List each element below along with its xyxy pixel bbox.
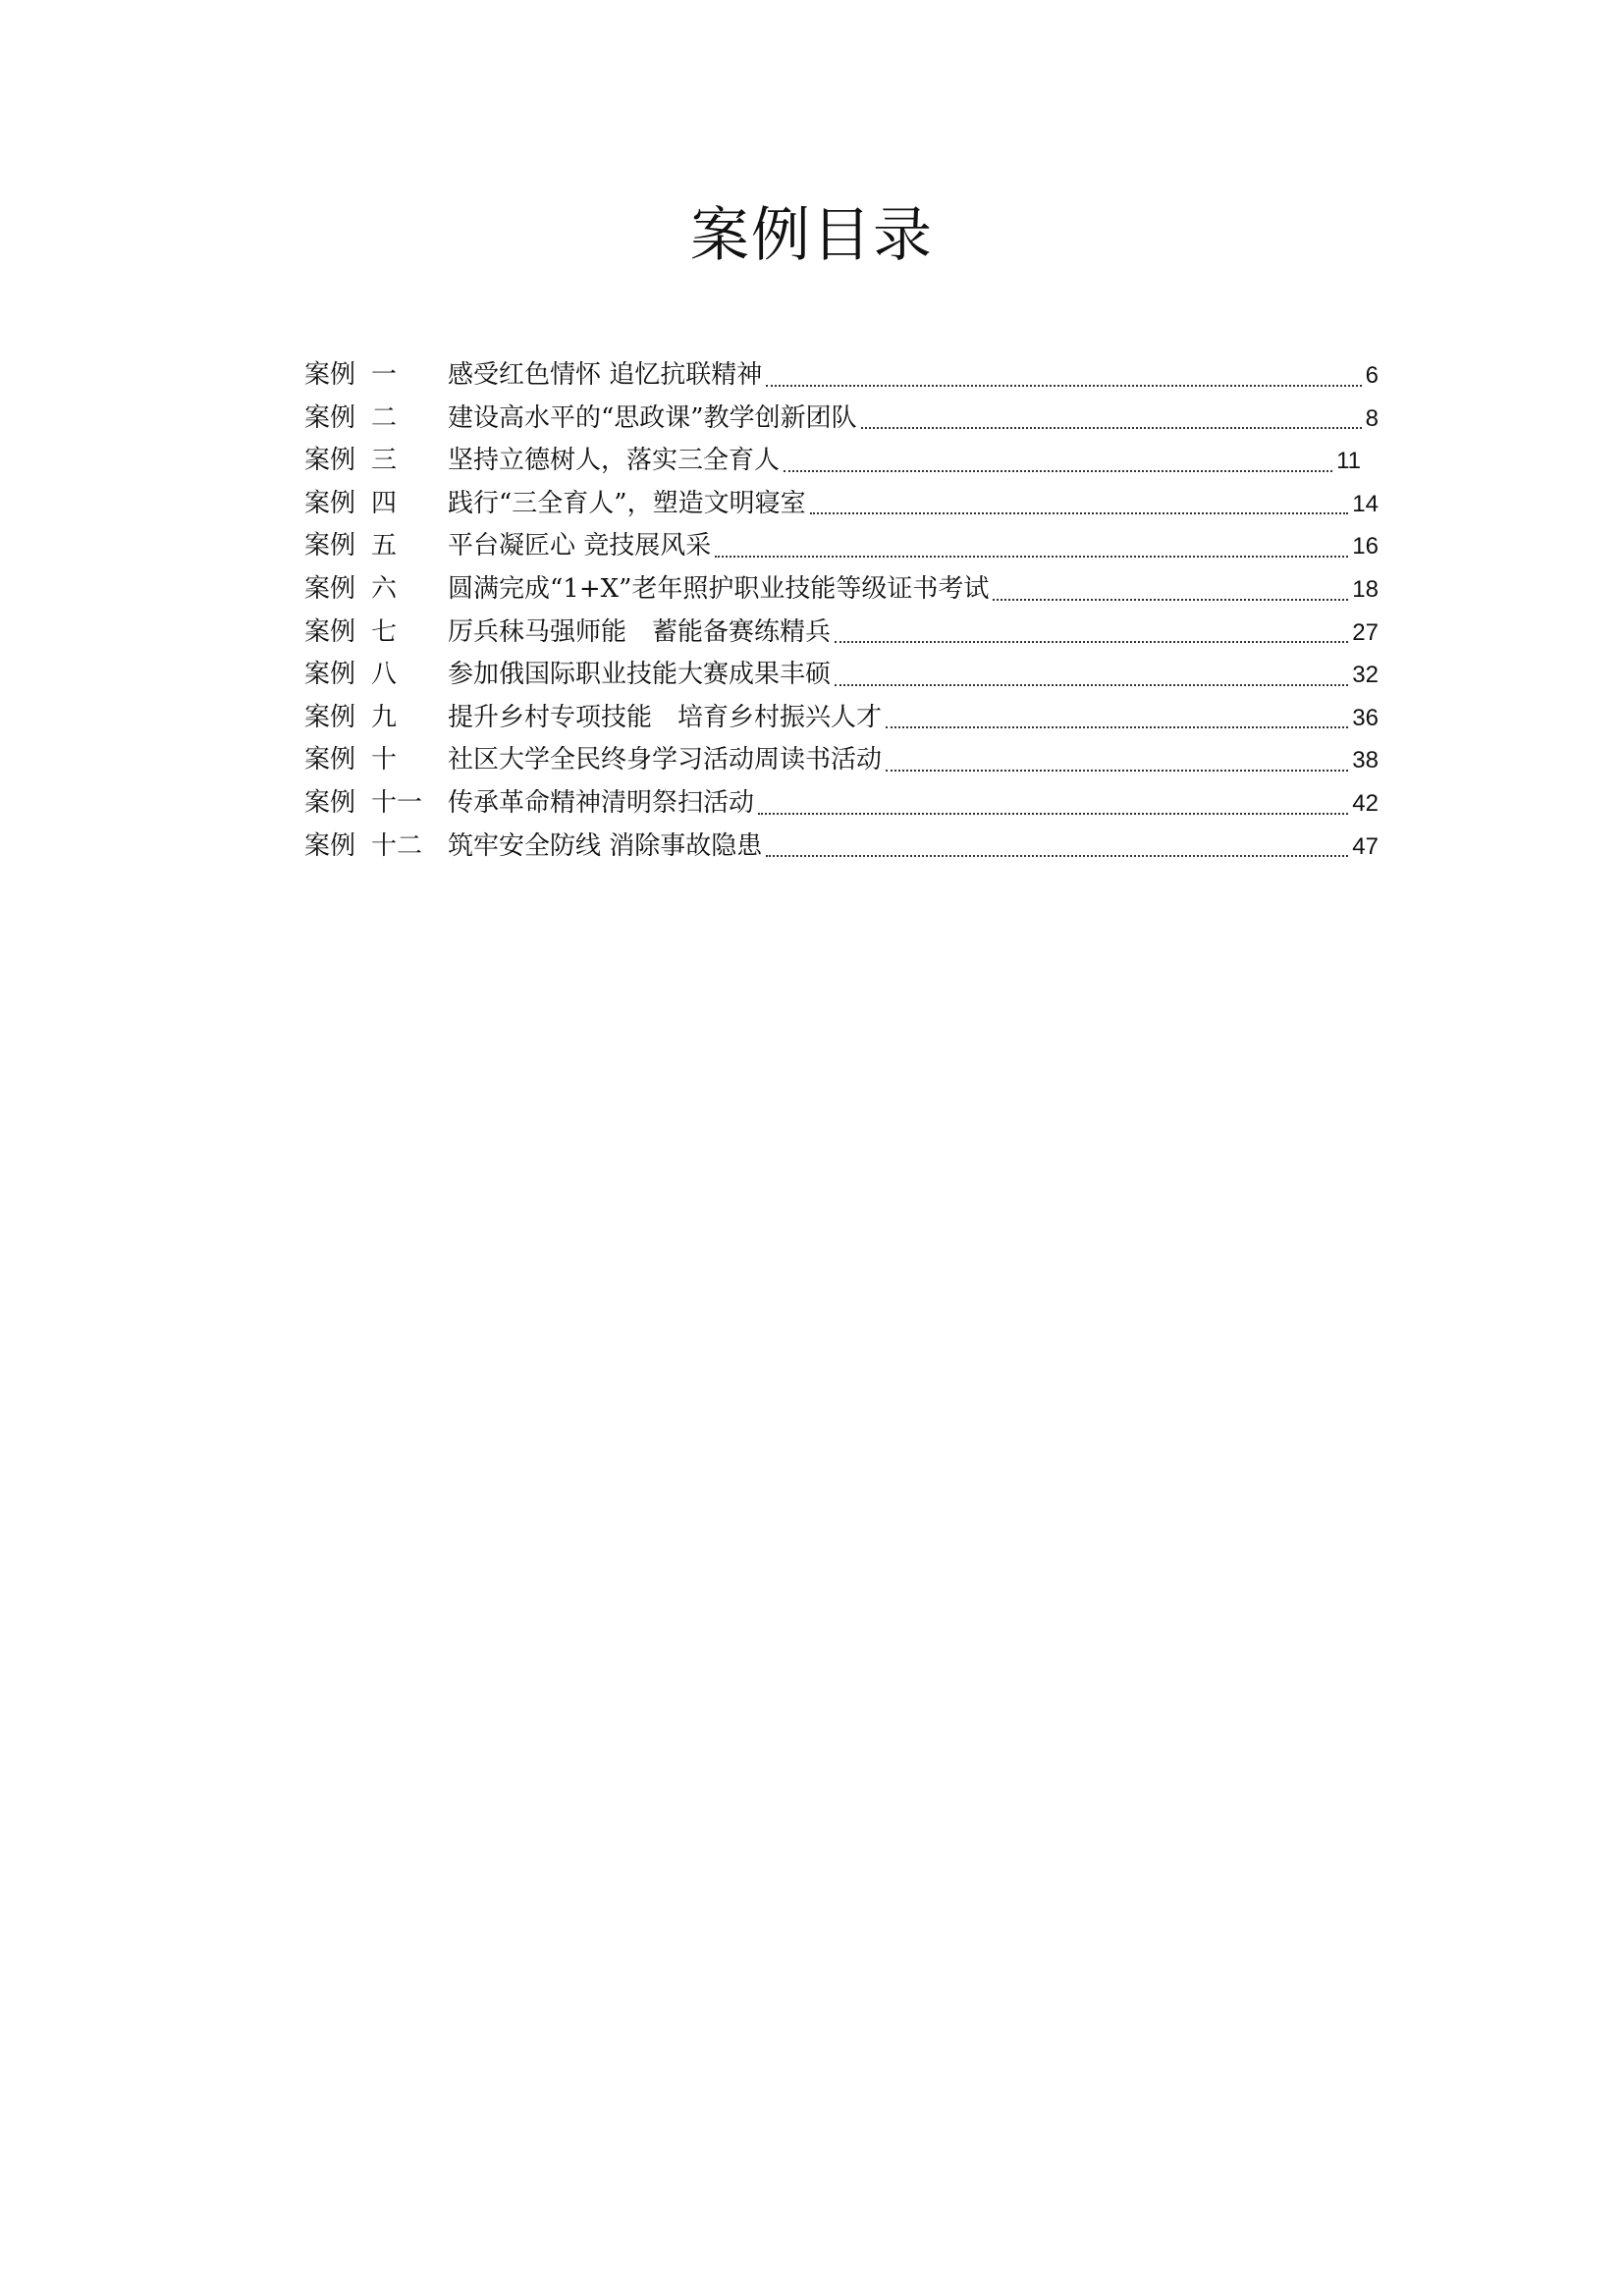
toc-entry[interactable] bbox=[304, 739, 1379, 782]
dot-leader bbox=[766, 826, 1348, 869]
toc-case-number: 一 bbox=[371, 360, 398, 390]
toc-entry-line bbox=[448, 697, 1379, 740]
toc-entry-title: 筑牢安全防线 消除事故隐患 bbox=[448, 830, 763, 861]
toc-page-number: 8 bbox=[1365, 404, 1379, 432]
page-title: 案例目录 bbox=[690, 201, 934, 270]
toc-entry-title: 提升乡村专项技能 培育乡村振兴人才 bbox=[448, 702, 883, 732]
toc-case-number: 二 bbox=[371, 402, 398, 433]
toc-entry[interactable] bbox=[304, 398, 1379, 441]
toc-case-label: 案例 bbox=[304, 787, 356, 818]
dot-leader bbox=[758, 782, 1348, 826]
toc-page-number: 6 bbox=[1365, 362, 1379, 389]
toc-case-label: 案例 bbox=[304, 446, 356, 476]
toc-entry-line bbox=[448, 739, 1379, 782]
toc-page-number: 16 bbox=[1352, 533, 1379, 561]
toc-entry-title: 平台凝匠心 竞技展风采 bbox=[448, 531, 712, 561]
toc-page-number: 47 bbox=[1352, 832, 1379, 860]
dot-leader bbox=[886, 739, 1348, 782]
toc-case-number: 五 bbox=[371, 531, 398, 561]
toc-entry-title: 感受红色情怀 追忆抗联精神 bbox=[448, 360, 763, 390]
toc-case-label: 案例 bbox=[304, 488, 356, 518]
toc-entry-line bbox=[448, 568, 1379, 612]
toc-case-label: 案例 bbox=[304, 402, 356, 433]
toc-page-number: 42 bbox=[1352, 789, 1379, 817]
toc-case-number: 十 bbox=[371, 745, 398, 775]
toc-case-label: 案例 bbox=[304, 660, 356, 690]
table-of-contents bbox=[304, 354, 1384, 868]
toc-entry-line bbox=[448, 782, 1379, 826]
toc-entry[interactable] bbox=[304, 782, 1379, 826]
toc-case-label: 案例 bbox=[304, 573, 356, 604]
toc-entry[interactable] bbox=[304, 440, 1379, 483]
toc-case-number: 十一 bbox=[371, 787, 423, 818]
toc-case-label: 案例 bbox=[304, 360, 356, 390]
toc-entry-line bbox=[448, 654, 1379, 697]
toc-entry[interactable] bbox=[304, 568, 1379, 612]
toc-entry[interactable] bbox=[304, 612, 1379, 655]
toc-entry-title: 社区大学全民终身学习活动周读书活动 bbox=[448, 745, 883, 775]
toc-page-number: 27 bbox=[1352, 618, 1379, 646]
toc-entry[interactable] bbox=[304, 697, 1379, 740]
toc-entry-line bbox=[448, 354, 1379, 398]
dot-leader bbox=[715, 525, 1348, 568]
dot-leader bbox=[784, 440, 1332, 483]
dot-leader bbox=[766, 354, 1361, 398]
toc-entry[interactable] bbox=[304, 826, 1379, 869]
toc-entry-title: 践行“三全育人”，塑造文明寝室 bbox=[448, 488, 806, 518]
dot-leader bbox=[861, 398, 1362, 441]
dot-leader bbox=[835, 612, 1348, 655]
toc-entry-title: 建设高水平的“思政课”教学创新团队 bbox=[448, 402, 857, 433]
toc-case-number: 八 bbox=[371, 660, 398, 690]
toc-case-number: 六 bbox=[371, 573, 398, 604]
toc-entry-line bbox=[448, 398, 1379, 441]
toc-entry-line bbox=[448, 525, 1379, 568]
toc-entry-title: 参加俄国际职业技能大赛成果丰硕 bbox=[448, 660, 832, 690]
dot-leader bbox=[886, 697, 1348, 740]
toc-entry-line bbox=[448, 826, 1379, 869]
toc-page-number: 11 bbox=[1336, 448, 1361, 475]
dot-leader bbox=[993, 568, 1348, 612]
toc-page-number: 14 bbox=[1352, 490, 1379, 517]
toc-case-label: 案例 bbox=[304, 616, 356, 647]
toc-entry-title: 坚持立德树人，落实三全育人 bbox=[448, 446, 781, 476]
toc-case-label: 案例 bbox=[304, 531, 356, 561]
dot-leader bbox=[835, 654, 1348, 697]
toc-page-number: 18 bbox=[1352, 575, 1379, 603]
toc-page-number: 36 bbox=[1352, 704, 1379, 731]
toc-case-number: 九 bbox=[371, 702, 398, 732]
toc-entry-title: 厉兵秣马强师能 蓄能备赛练精兵 bbox=[448, 616, 832, 647]
dot-leader bbox=[810, 483, 1349, 526]
toc-case-number: 三 bbox=[371, 446, 398, 476]
toc-entry[interactable] bbox=[304, 354, 1379, 398]
toc-case-label: 案例 bbox=[304, 830, 356, 861]
toc-entry[interactable] bbox=[304, 654, 1379, 697]
toc-case-number: 七 bbox=[371, 616, 398, 647]
toc-page-number: 38 bbox=[1352, 747, 1379, 774]
toc-entry[interactable] bbox=[304, 525, 1379, 568]
toc-case-label: 案例 bbox=[304, 745, 356, 775]
toc-entry-line bbox=[448, 483, 1379, 526]
toc-entry-line bbox=[448, 612, 1379, 655]
toc-entry-title: 传承革命精神清明祭扫活动 bbox=[448, 787, 755, 818]
toc-case-number: 十二 bbox=[371, 830, 423, 861]
toc-case-number: 四 bbox=[371, 488, 398, 518]
toc-entry-title: 圆满完成“1+X”老年照护职业技能等级证书考试 bbox=[448, 573, 990, 604]
toc-entry[interactable] bbox=[304, 483, 1379, 526]
toc-entry-line bbox=[448, 440, 1361, 483]
toc-page-number: 32 bbox=[1352, 662, 1379, 689]
toc-case-label: 案例 bbox=[304, 702, 356, 732]
